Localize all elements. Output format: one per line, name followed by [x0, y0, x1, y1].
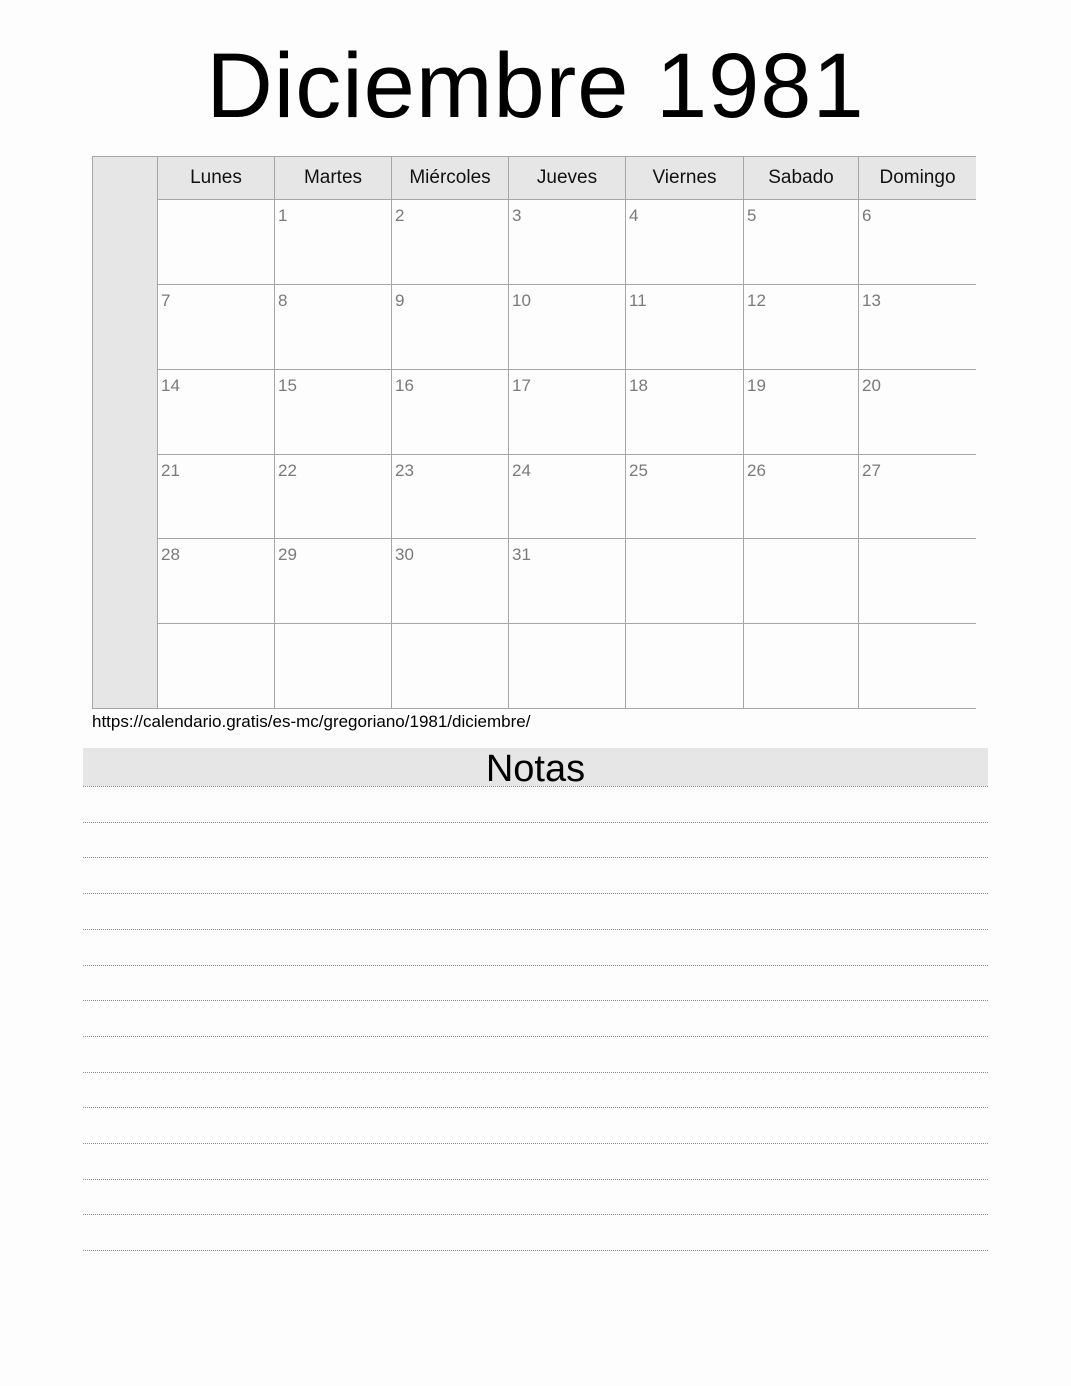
day-number: 23 [395, 461, 414, 480]
day-number: 6 [862, 206, 872, 225]
day-number: 24 [512, 461, 531, 480]
day-cell [509, 624, 626, 708]
day-number: 15 [278, 376, 297, 395]
day-number: 26 [747, 461, 766, 480]
day-number: 18 [629, 376, 648, 395]
day-cell [392, 539, 509, 624]
week-number-column [93, 157, 158, 708]
day-number: 29 [278, 545, 297, 564]
day-number: 3 [512, 206, 522, 225]
day-cell [158, 539, 275, 624]
day-number: 27 [862, 461, 881, 480]
note-line [83, 786, 988, 787]
day-cell [509, 200, 626, 285]
day-number: 12 [747, 291, 766, 310]
weekday-header: Miércoles [392, 157, 509, 200]
note-line [83, 893, 988, 894]
day-cell [275, 455, 392, 539]
day-cell [626, 539, 744, 624]
note-line [83, 857, 988, 858]
day-number: 10 [512, 291, 531, 310]
day-cell [744, 200, 859, 285]
day-number: 30 [395, 545, 414, 564]
weekday-header: Domingo [859, 157, 976, 200]
day-cell [859, 624, 976, 708]
day-number: 17 [512, 376, 531, 395]
day-number: 14 [161, 376, 180, 395]
day-cell [859, 539, 976, 624]
weekday-header: Sabado [744, 157, 859, 200]
day-number: 5 [747, 206, 757, 225]
day-number: 13 [862, 291, 881, 310]
day-cell [509, 539, 626, 624]
note-line [83, 929, 988, 930]
day-number: 11 [629, 291, 647, 310]
day-cell [744, 370, 859, 455]
day-number: 28 [161, 545, 180, 564]
note-line [83, 822, 988, 823]
day-cell [744, 539, 859, 624]
day-cell [626, 455, 744, 539]
note-line [83, 1072, 988, 1073]
note-line [83, 1107, 988, 1108]
note-line [83, 1143, 988, 1144]
day-cell [626, 285, 744, 370]
note-line [83, 1214, 988, 1215]
day-cell [744, 285, 859, 370]
day-number: 8 [278, 291, 288, 310]
day-number: 16 [395, 376, 414, 395]
day-number: 25 [629, 461, 648, 480]
day-cell [158, 370, 275, 455]
day-cell [158, 285, 275, 370]
source-url: https://calendario.gratis/es-mc/gregoriano/1981/diciembre/ [92, 712, 531, 731]
day-cell [392, 200, 509, 285]
note-line [83, 1000, 988, 1001]
day-cell [158, 455, 275, 539]
calendar-table [92, 156, 976, 709]
day-cell [626, 624, 744, 708]
day-cell [158, 624, 275, 708]
day-number: 19 [747, 376, 766, 395]
day-cell [509, 370, 626, 455]
day-cell [626, 200, 744, 285]
day-cell [158, 200, 275, 285]
weekday-header: Viernes [626, 157, 744, 200]
day-cell [275, 370, 392, 455]
weekday-header: Jueves [509, 157, 626, 200]
day-cell [275, 624, 392, 708]
day-cell [626, 370, 744, 455]
day-number: 9 [395, 291, 405, 310]
note-line [83, 1179, 988, 1180]
day-number: 2 [395, 206, 405, 225]
calendar-grid [158, 157, 976, 708]
note-line [83, 1036, 988, 1037]
day-cell [744, 624, 859, 708]
day-number: 31 [512, 545, 531, 564]
day-number: 1 [278, 206, 288, 225]
day-cell [509, 455, 626, 539]
day-number: 20 [862, 376, 881, 395]
day-cell [509, 285, 626, 370]
weekday-header: Martes [275, 157, 392, 200]
note-line [83, 1250, 988, 1251]
note-line [83, 965, 988, 966]
day-number: 4 [629, 206, 639, 225]
day-cell [392, 285, 509, 370]
day-number: 21 [161, 461, 180, 480]
day-cell [392, 624, 509, 708]
notes-heading: Notas [83, 748, 988, 786]
weekday-header: Lunes [158, 157, 275, 200]
day-cell [859, 285, 976, 370]
day-cell [275, 200, 392, 285]
day-cell [392, 455, 509, 539]
day-cell [859, 455, 976, 539]
day-cell [275, 539, 392, 624]
day-cell [744, 455, 859, 539]
day-cell [859, 370, 976, 455]
day-cell [392, 370, 509, 455]
day-number: 22 [278, 461, 297, 480]
day-number: 7 [161, 291, 171, 310]
day-cell [275, 285, 392, 370]
day-cell [859, 200, 976, 285]
page-title: Diciembre 1981 [206, 35, 865, 137]
